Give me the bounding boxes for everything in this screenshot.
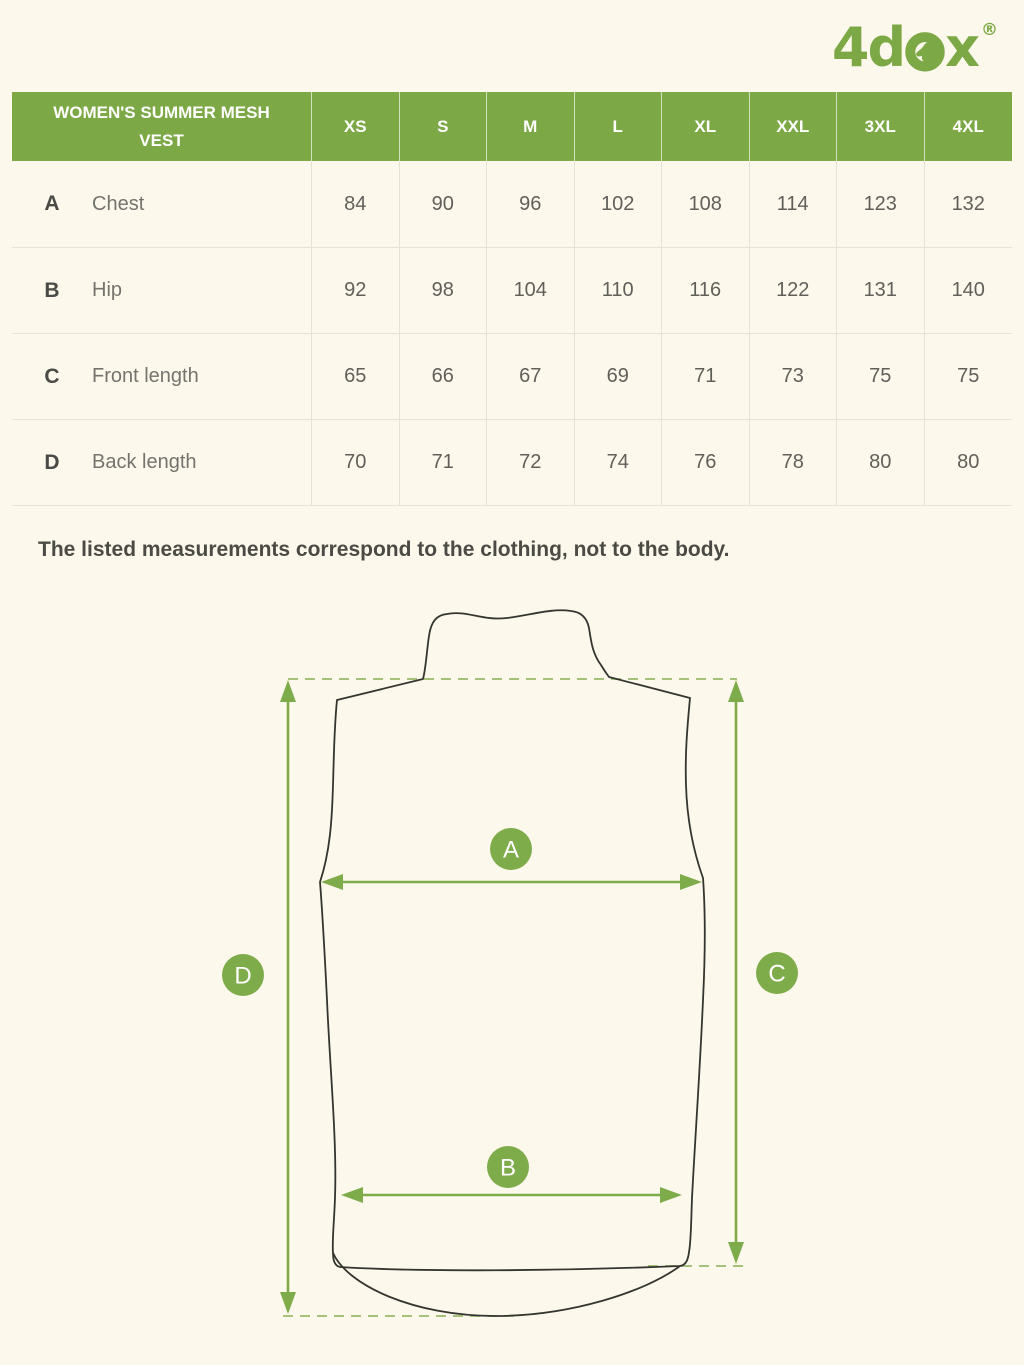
cell-value: 140 [925, 247, 1013, 333]
chest-arrow [321, 874, 702, 890]
registered-mark: ® [981, 20, 998, 40]
row-key: D [12, 419, 92, 505]
cell-value: 108 [662, 161, 750, 247]
cell-value: 96 [487, 161, 575, 247]
cell-value: 132 [925, 161, 1013, 247]
cell-value: 114 [750, 161, 838, 247]
back-length-label: D [234, 962, 252, 990]
row-label: Chest [92, 161, 312, 247]
back-length-arrow [280, 680, 296, 1314]
cell-value: 116 [662, 247, 750, 333]
size-col-l: L [575, 92, 663, 161]
cell-value: 75 [925, 333, 1013, 419]
cell-value: 74 [575, 419, 663, 505]
row-key: A [12, 161, 92, 247]
brand-logo [832, 16, 998, 79]
cell-value: 69 [575, 333, 663, 419]
cell-value: 65 [312, 333, 400, 419]
cell-value: 80 [925, 419, 1013, 505]
cell-value: 90 [400, 161, 488, 247]
front-length-arrow [728, 680, 744, 1264]
size-col-xs: XS [312, 92, 400, 161]
front-length-label: C [768, 960, 786, 988]
dog-icon [904, 30, 946, 72]
size-col-s: S [400, 92, 488, 161]
row-label: Hip [92, 247, 312, 333]
table-title: WOMEN'S SUMMER MESH VEST [12, 92, 312, 161]
chest-label-badge [490, 828, 532, 870]
cell-value: 73 [750, 333, 838, 419]
logo-text-post: x [945, 16, 978, 79]
front-length-label-badge [756, 952, 798, 994]
measurement-note: The listed measurements correspond to the clothing, not to the body. [38, 538, 730, 561]
cell-value: 66 [400, 333, 488, 419]
cell-value: 70 [312, 419, 400, 505]
cell-value: 110 [575, 247, 663, 333]
back-length-label-badge [222, 954, 264, 996]
cell-value: 122 [750, 247, 838, 333]
row-label: Front length [92, 333, 312, 419]
cell-value: 71 [662, 333, 750, 419]
row-key: C [12, 333, 92, 419]
size-col-xl: XL [662, 92, 750, 161]
cell-value: 131 [837, 247, 925, 333]
cell-value: 67 [487, 333, 575, 419]
hip-label-badge [487, 1146, 529, 1188]
cell-value: 92 [312, 247, 400, 333]
size-col-3xl: 3XL [837, 92, 925, 161]
hip-label: B [499, 1154, 517, 1182]
cell-value: 75 [837, 333, 925, 419]
size-col-4xl: 4XL [925, 92, 1013, 161]
cell-value: 104 [487, 247, 575, 333]
size-col-xxl: XXL [750, 92, 838, 161]
cell-value: 76 [662, 419, 750, 505]
size-col-m: M [487, 92, 575, 161]
logo-text-pre: 4d [831, 16, 905, 79]
row-label: Back length [92, 419, 312, 505]
chest-label: A [502, 836, 520, 864]
cell-value: 78 [750, 419, 838, 505]
hip-arrow [341, 1187, 682, 1203]
vest-diagram [0, 580, 1024, 1365]
cell-value: 98 [400, 247, 488, 333]
vest-outline [320, 610, 705, 1316]
cell-value: 102 [575, 161, 663, 247]
cell-value: 123 [837, 161, 925, 247]
cell-value: 71 [400, 419, 488, 505]
size-table [12, 92, 1012, 506]
row-key: B [12, 247, 92, 333]
cell-value: 84 [312, 161, 400, 247]
cell-value: 80 [837, 419, 925, 505]
cell-value: 72 [487, 419, 575, 505]
